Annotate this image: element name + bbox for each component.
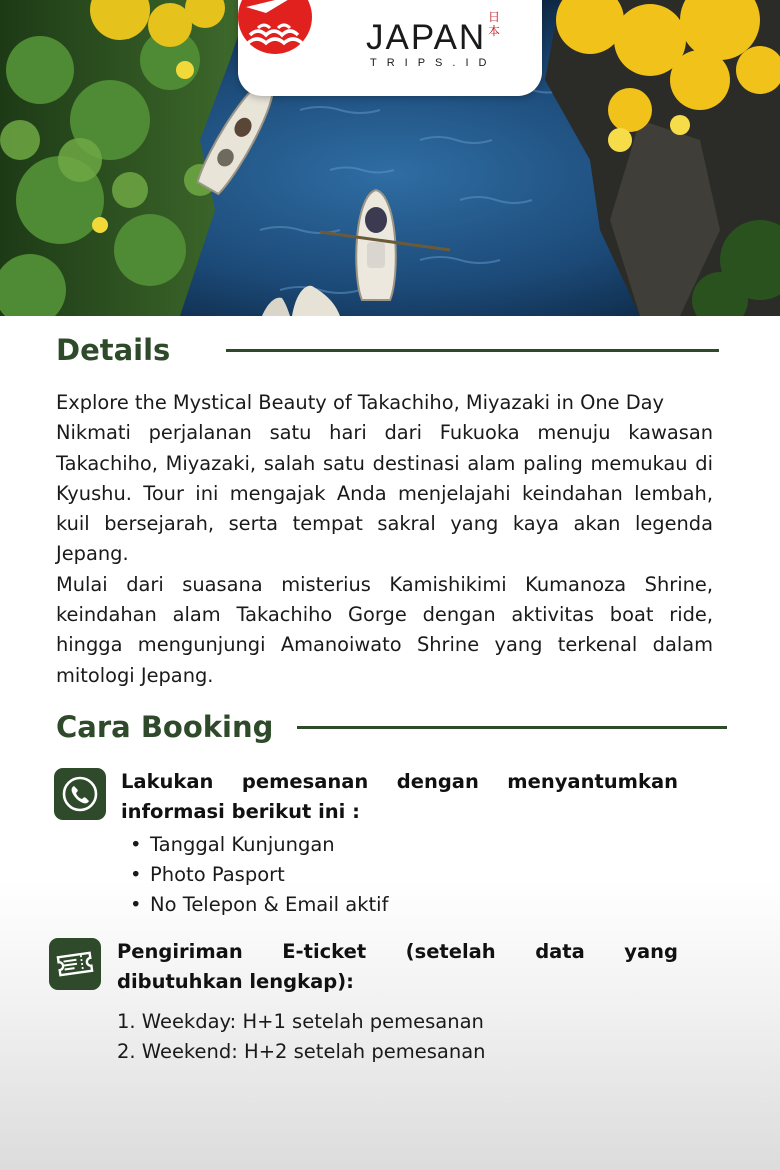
- list-item: 2. Weekend: H+2 setelah pemesanan: [117, 1040, 486, 1063]
- brand-logo[interactable]: [238, 0, 542, 96]
- phone-icon: [54, 768, 106, 820]
- list-item: • No Telepon & Email aktif: [130, 890, 388, 920]
- brand-name: JAPAN: [366, 18, 487, 57]
- details-title-line: Explore the Mystical Beauty of Takachiho, Miyazaki in One Day: [56, 391, 665, 414]
- brand-kanji: 日本: [488, 10, 501, 38]
- brand-subtitle: TRIPS.ID: [370, 57, 497, 69]
- details-paragraph-1: Nikmati perjalanan satu hari dari Fukuoka menuju kawasan Takachiho, Miyazaki, salah satu destinasi alam paling memukau di Kyushu. Tour ini mengajak Anda menjelajahi keindahan lembah, kuil bersejarah, serta tempat sakral yang kaya akan legenda Jepang.: [56, 421, 713, 566]
- hero-photo: [0, 0, 780, 316]
- list-item: 1. Weekday: H+1 setelah pemesanan: [117, 1010, 484, 1033]
- details-heading: Details: [56, 333, 171, 367]
- step-2-list: [117, 1007, 486, 1067]
- details-body: [56, 388, 713, 691]
- list-item: • Tanggal Kunjungan: [130, 830, 388, 860]
- list-item: • Photo Pasport: [130, 860, 388, 890]
- booking-divider: [297, 726, 727, 729]
- step-1-list: [130, 830, 388, 920]
- details-divider: [226, 349, 719, 352]
- step-1-title: Lakukan pemesanan dengan menyantumkan informasi berikut ini :: [121, 770, 678, 823]
- step-2-title: Pengiriman E-ticket (setelah data yang dibutuhkan lengkap):: [117, 940, 678, 993]
- details-paragraph-2: Mulai dari suasana misterius Kamishikimi Kumanoza Shrine, keindahan alam Takachiho Gorge dengan aktivitas boat ride, hingga mengunjungi Amanoiwato Shrine yang terkenal dalam mitologi Jepang.: [56, 572, 713, 687]
- booking-heading-row: [56, 710, 727, 744]
- details-heading-row: [56, 333, 719, 367]
- booking-heading: Cara Booking: [56, 710, 274, 744]
- brand-emblem-icon: [238, 0, 312, 54]
- ticket-icon: [49, 938, 101, 990]
